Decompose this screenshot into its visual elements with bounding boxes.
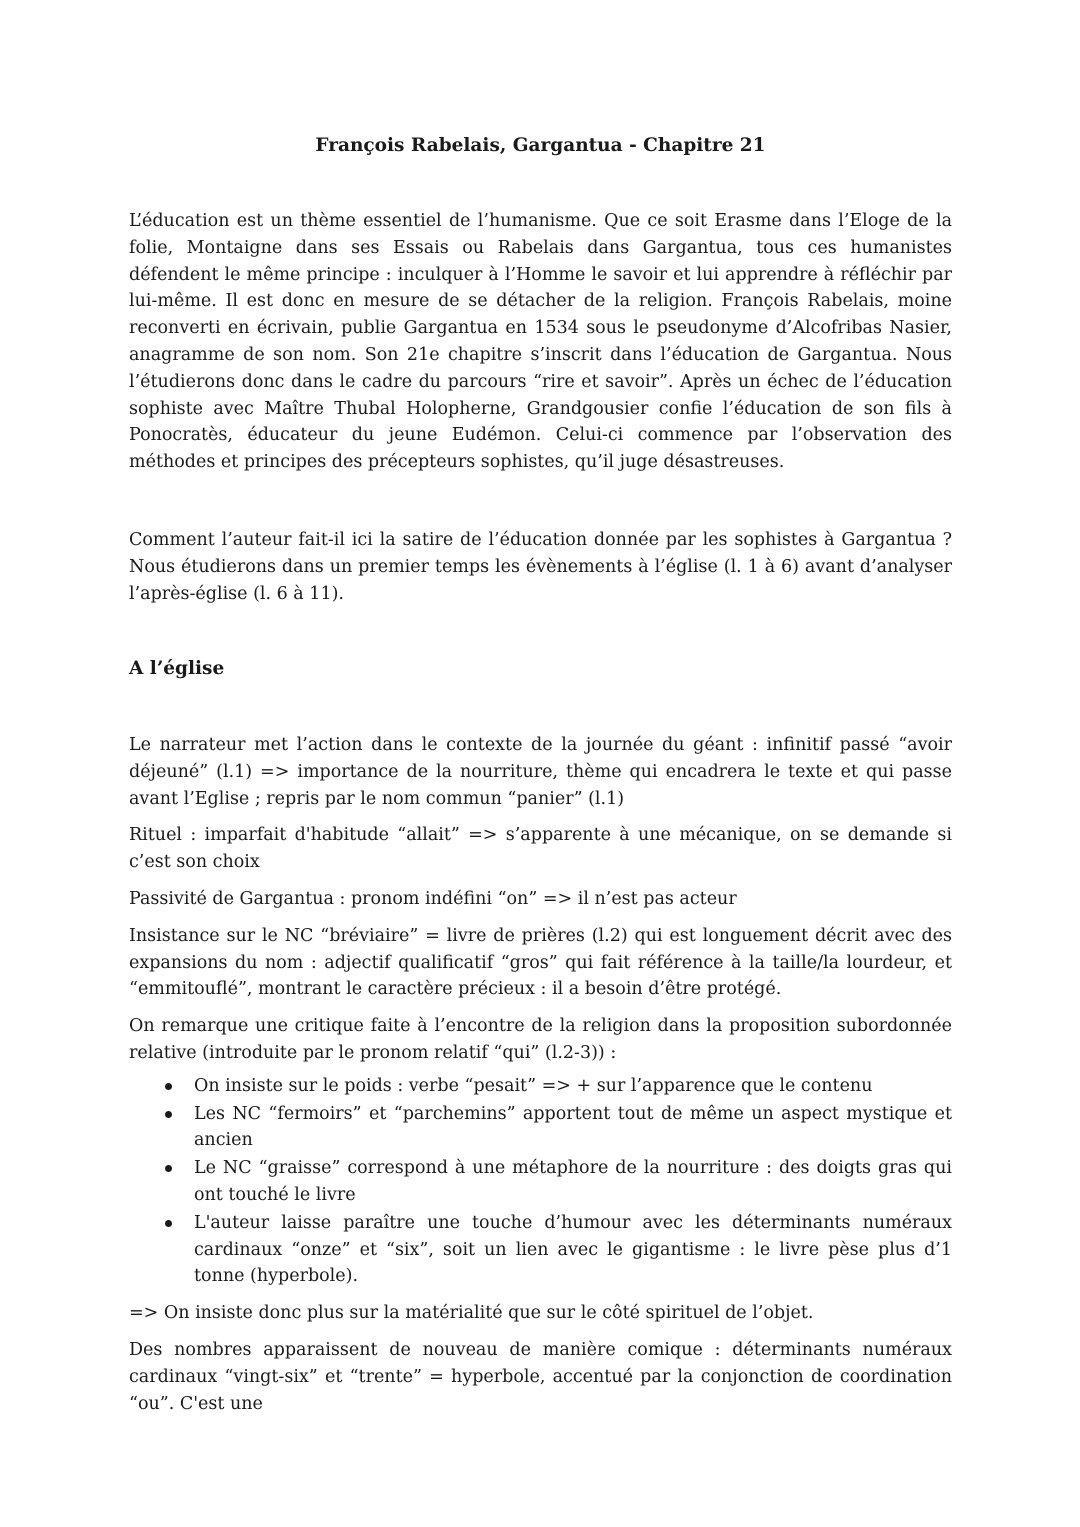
bullet-icon — [165, 1165, 172, 1172]
list-item-text: On insiste sur le poids : verbe “pesait” => + sur l’apparence que le contenu — [194, 1075, 873, 1096]
analysis-paragraph: Insistance sur le NC “bréviaire” = livre de prières (l.2) qui est longuement décrit avec des expansions du nom : adjectif qualificatif “gros” qui fait référence à la taille/la lourdeur, et “emmitouflé”, montrant le caractère précieux : il a besoin d’être protégé. — [129, 925, 952, 1000]
list-item-text: Le NC “graisse” correspond à une métaphore de la nourriture : des doigts gras qui ont touché le livre — [194, 1158, 952, 1205]
conclusion-line: => On insiste donc plus sur la matérialité que sur le côté spirituel de l’objet. — [129, 1303, 814, 1324]
list-item — [129, 1101, 952, 1155]
analysis-paragraph: Rituel : imparfait d'habitude “allait” => s’apparente à une mécanique, on se demande si c’est son choix — [129, 825, 952, 873]
analysis-section — [129, 732, 952, 1427]
bullet-icon — [165, 1083, 172, 1090]
list-item — [129, 1073, 952, 1100]
intro-paragraph: L’éducation est un thème essentiel de l’humanisme. Que ce soit Erasme dans l’Eloge de la folie, Montaigne dans ses Essais ou Rabelais dans Gargantua, tous ces humanistes défendent le même principe : inculquer à l’Homme le savoir et lui apprendre à réfléchir par lui-même. Il est donc en mesure de se détacher de la religion. François Rabelais, moine reconverti en écrivain, publie Gargantua en 1534 sous le pseudonyme d’Alcofribas Nasier, anagramme de son nom. Son 21e chapitre s’inscrit dans l’éducation de Gargantua. Nous l’étudierons donc dans le cadre du parcours “rire et savoir”. Après un échec de l’éducation sophiste avec Maître Thubal Holopherne, Grandgousier confie l’éducation de son fils à Ponocratès, éducateur du jeune Eudémon. Celui-ci commence par l’observation des méthodes et principes des précepteurs sophistes, qu’il juge désastreuses. — [129, 211, 952, 473]
bullet-icon — [165, 1111, 172, 1118]
problematique-paragraph: Comment l’auteur fait-il ici la satire de l’éducation donnée par les sophistes à Gargantua ? Nous étudierons dans un premier temps les évènements à l’église (l. 1 à 6) avant d’analyser l’après-église (l. 6 à 11). — [129, 530, 952, 604]
analysis-paragraph: Le narrateur met l’action dans le contexte de la journée du géant : infinitif passé “avoir déjeuné” (l.1) => importance de la nourriture, thème qui encadrera le texte et qui passe avant l’Eglise ; repris par le nom commun “panier” (l.1) — [129, 735, 952, 809]
last-paragraph: Des nombres apparaissent de nouveau de manière comique : déterminants numéraux cardinaux “vingt-six” et “trente” = hyperbole, accentué par la conjonction de coordination “ou”. C'est une — [129, 1339, 952, 1414]
list-item — [129, 1155, 952, 1209]
bullet-list — [129, 1073, 952, 1290]
analysis-paragraph: On remarque une critique faite à l’encontre de la religion dans la proposition subordonnée relative (introduite par le pronom relatif “qui” (l.2-3)) : — [129, 1016, 952, 1063]
section-heading: A l’église — [129, 658, 225, 679]
bullet-icon — [165, 1220, 172, 1227]
list-item-text: L'auteur laisse paraître une touche d’humour avec les déterminants numéraux cardinaux “onze” et “six”, soit un lien avec le gigantisme : le livre pèse plus d’1 tonne (hyperbole). — [194, 1212, 952, 1287]
list-item-text: Les NC “fermoirs” et “parchemins” apportent tout de même un aspect mystique et ancien — [194, 1103, 952, 1151]
list-item — [129, 1210, 952, 1290]
analysis-paragraph: Passivité de Gargantua : pronom indéfini “on” => il n’est pas acteur — [129, 888, 737, 909]
document-title: François Rabelais, Gargantua - Chapitre 21 — [315, 135, 766, 156]
